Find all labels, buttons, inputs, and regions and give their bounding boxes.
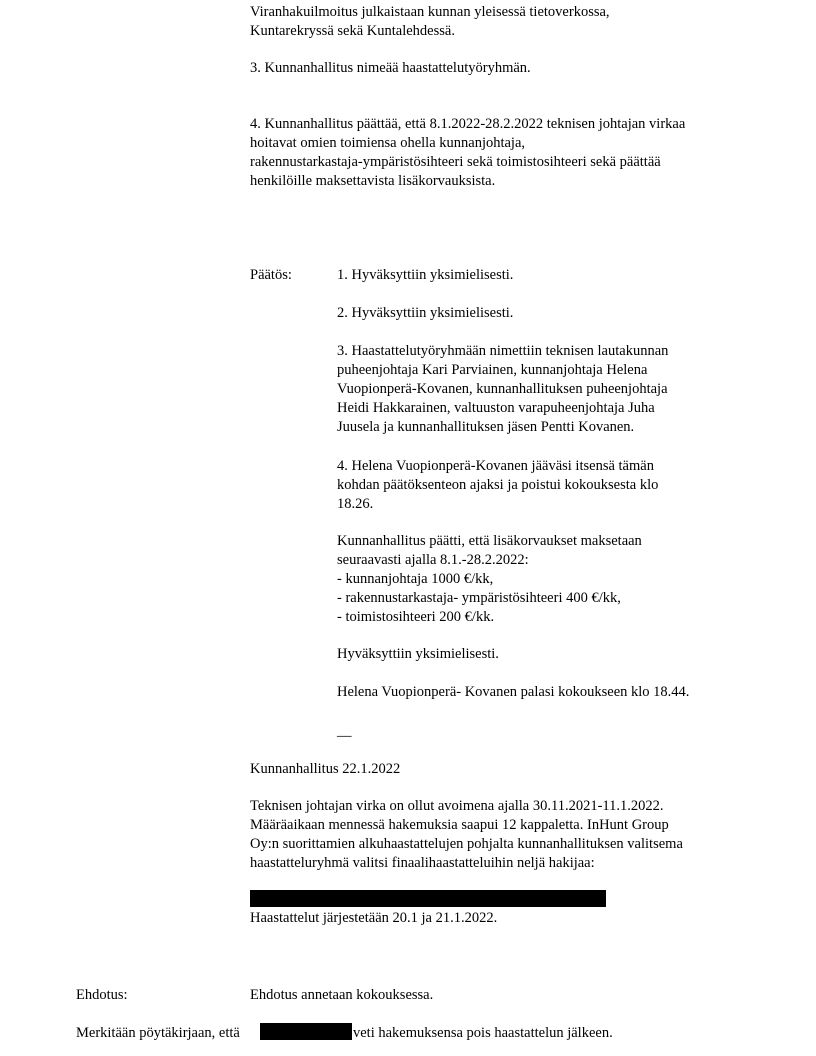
meeting-body-line: Määräaikaan mennessä hakemuksia saapui 12 kappaletta. InHunt Group: [250, 817, 669, 833]
compensation-paragraph: [337, 532, 642, 627]
redaction-bar-name: [260, 1023, 352, 1040]
intro-paragraph: [250, 3, 610, 41]
intro-line: Viranhakuilmoitus julkaistaan kunnan yleisessä tietoverkossa,: [250, 4, 610, 20]
decision-returned: Helena Vuopionperä- Kovanen palasi kokoukseen klo 18.44.: [337, 684, 690, 700]
separator: __: [337, 723, 352, 739]
interviews-text: Haastattelut järjestetään 20.1 ja 21.1.2022.: [250, 910, 498, 926]
note-after: veti hakemuksensa pois haastattelun jälkeen.: [353, 1025, 613, 1041]
proposal-item-4-line: rakennustarkastaja-ympäristösihteeri sekä toimistosihteeri sekä päättää: [250, 154, 661, 170]
decision-item-4-line: kohdan päätöksenteon ajaksi ja poistui kokouksesta klo: [337, 477, 659, 493]
proposal-item-4-line: hoitavat omien toimiensa ohella kunnanjohtaja,: [250, 135, 526, 151]
proposal-item-4-line: henkilöille maksettavista lisäkorvauksista.: [250, 173, 496, 189]
meeting-header: Kunnanhallitus 22.1.2022: [250, 761, 401, 777]
compensation-line: - toimistosihteeri 200 €/kk.: [337, 609, 495, 625]
compensation-line: - kunnanjohtaja 1000 €/kk,: [337, 571, 494, 587]
proposal-text: Ehdotus annetaan kokouksessa.: [250, 987, 434, 1003]
decision-item-3-line: 3. Haastattelutyöryhmään nimettiin teknisen lautakunnan: [337, 343, 669, 359]
decision-item-3-line: puheenjohtaja Kari Parviainen, kunnanjohtaja Helena: [337, 362, 648, 378]
decision-item-4: [337, 457, 658, 514]
decision-item-1: 1. Hyväksyttiin yksimielisesti.: [337, 267, 514, 283]
decision-item-2: 2. Hyväksyttiin yksimielisesti.: [337, 305, 514, 321]
decision-label: Päätös:: [250, 267, 292, 283]
note-before: Merkitään pöytäkirjaan, että: [76, 1025, 240, 1041]
decision-item-3-line: Juusela ja kunnanhallituksen jäsen Pentti Kovanen.: [337, 419, 635, 435]
decision-item-3-line: Heidi Hakkarainen, valtuuston varapuheenjohtaja Juha: [337, 400, 655, 416]
decision-approved: Hyväksyttiin yksimielisesti.: [337, 646, 499, 662]
compensation-line: seuraavasti ajalla 8.1.-28.2.2022:: [337, 552, 529, 568]
compensation-line: - rakennustarkastaja- ympäristösihteeri 400 €/kk,: [337, 590, 621, 606]
intro-line: Kuntarekryssä sekä Kuntalehdessä.: [250, 23, 455, 39]
decision-item-3-line: Vuopionperä-Kovanen, kunnanhallituksen puheenjohtaja: [337, 381, 668, 397]
meeting-body: [250, 797, 683, 873]
proposal-label: Ehdotus:: [76, 987, 128, 1003]
meeting-body-line: Teknisen johtajan virka on ollut avoimena ajalla 30.11.2021-11.1.2022.: [250, 798, 664, 814]
proposal-item-4-line: 4. Kunnanhallitus päättää, että 8.1.2022-28.2.2022 teknisen johtajan virkaa: [250, 116, 686, 132]
decision-item-4-line: 4. Helena Vuopionperä-Kovanen jääväsi itsensä tämän: [337, 458, 654, 474]
proposal-item-3: 3. Kunnanhallitus nimeää haastattelutyöryhmän.: [250, 60, 531, 76]
proposal-item-4: [250, 115, 685, 191]
meeting-body-line: haastatteluryhmä valitsi finaalihaastatteluihin neljä hakijaa:: [250, 855, 595, 871]
decision-item-3: [337, 342, 668, 437]
compensation-line: Kunnanhallitus päätti, että lisäkorvaukset maksetaan: [337, 533, 642, 549]
decision-item-4-line: 18.26.: [337, 496, 374, 512]
meeting-body-line: Oy:n suorittamien alkuhaastattelujen pohjalta kunnanhallituksen valitsema: [250, 836, 683, 852]
redaction-bar-applicants: [250, 890, 606, 907]
